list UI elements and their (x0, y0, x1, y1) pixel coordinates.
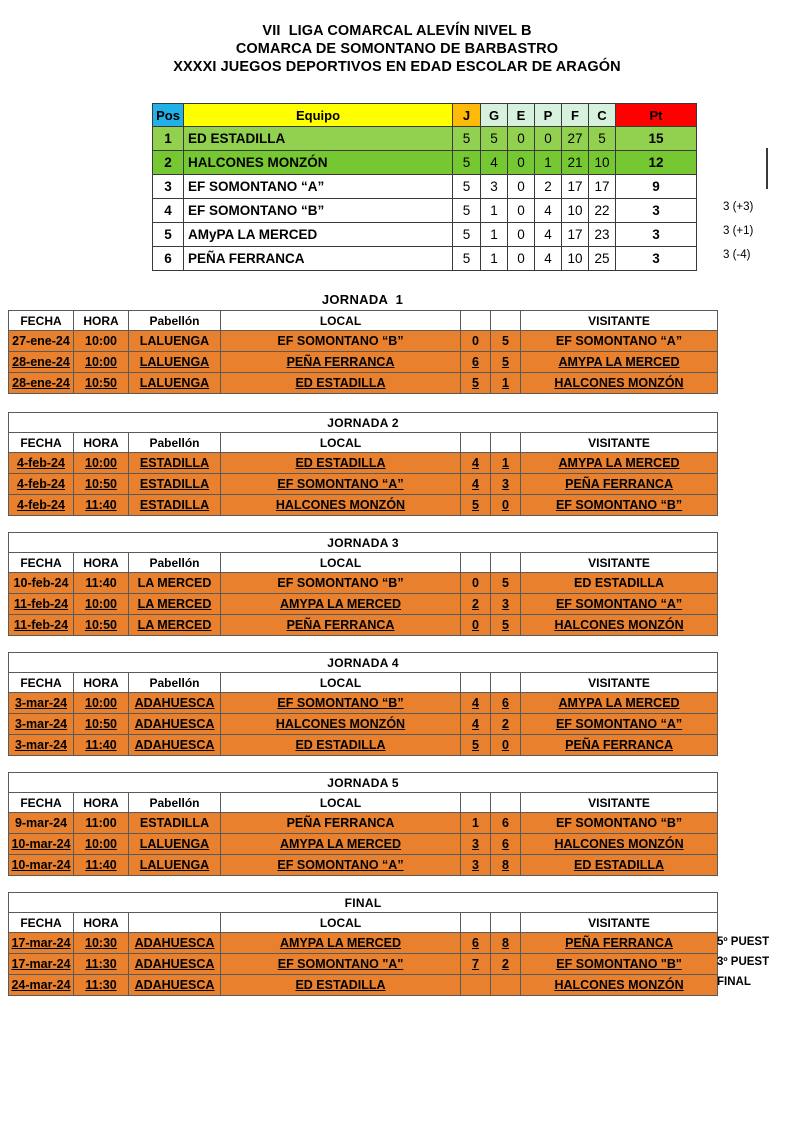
match-cell-hora: 11:30 (74, 975, 129, 996)
schedule-block (8, 292, 717, 411)
match-row (9, 834, 718, 855)
match-cell-fecha: 4-feb-24 (9, 474, 74, 495)
standings-tiebreak-note: 3 (+1) (723, 225, 754, 237)
match-cell-visitante: EF SOMONTANO “A” (521, 714, 718, 735)
standings-header-j: J (453, 104, 481, 127)
schedule-header-fecha: FECHA (9, 433, 74, 453)
match-cell-hora: 10:00 (74, 693, 129, 714)
match-cell-hora: 11:40 (74, 855, 129, 876)
schedule-header-score-home (461, 913, 491, 933)
standings-cell-team: ED ESTADILLA (184, 127, 453, 151)
schedule-header-score-away (491, 553, 521, 573)
schedule-header-pabellon: Pabellón (129, 433, 221, 453)
match-row (9, 855, 718, 876)
schedule-header-local: LOCAL (221, 673, 461, 693)
standings-header-c: C (589, 104, 616, 127)
standings-cell-pos: 6 (153, 247, 184, 271)
match-cell-fecha: 11-feb-24 (9, 615, 74, 636)
match-cell-fecha: 17-mar-24 (9, 933, 74, 954)
match-cell-gc: 5 (491, 331, 521, 352)
match-cell-hora: 10:00 (74, 453, 129, 474)
match-cell-pabellon: ESTADILLA (129, 453, 221, 474)
standings-cell-f: 21 (562, 151, 589, 175)
standings-cell-c: 5 (589, 127, 616, 151)
match-cell-local: HALCONES MONZÓN (221, 714, 461, 735)
match-cell-gc: 3 (491, 474, 521, 495)
standings-header-e: E (508, 104, 535, 127)
standings-cell-e: 0 (508, 175, 535, 199)
match-cell-pabellon: LALUENGA (129, 373, 221, 394)
jornada-title-row (9, 653, 718, 673)
standings-cell-c: 22 (589, 199, 616, 223)
standings-cell-c: 23 (589, 223, 616, 247)
match-cell-visitante: HALCONES MONZÓN (521, 373, 718, 394)
match-cell-gf: 6 (461, 352, 491, 373)
schedule-header-local: LOCAL (221, 553, 461, 573)
match-cell-fecha: 4-feb-24 (9, 453, 74, 474)
jornada-title: JORNADA 2 (9, 413, 718, 433)
match-cell-visitante: ED ESTADILLA (521, 855, 718, 876)
schedule-block (8, 772, 717, 873)
match-row (9, 594, 718, 615)
standings-cell-pos: 1 (153, 127, 184, 151)
standings-header-pos: Pos (153, 104, 184, 127)
schedule-header-hora: HORA (74, 673, 129, 693)
match-cell-fecha: 4-feb-24 (9, 495, 74, 516)
match-cell-local: AMYPA LA MERCED (221, 834, 461, 855)
standings-cell-p: 0 (535, 127, 562, 151)
match-row (9, 573, 718, 594)
match-cell-gc: 0 (491, 735, 521, 756)
match-cell-visitante: ED ESTADILLA (521, 573, 718, 594)
match-cell-visitante: AMYPA LA MERCED (521, 453, 718, 474)
schedule-header-score-away (491, 673, 521, 693)
schedule-header-row (9, 553, 718, 573)
match-cell-gc: 5 (491, 615, 521, 636)
schedule-header-pabellon: Pabellón (129, 311, 221, 331)
standings-header-p: P (535, 104, 562, 127)
schedule-header-row (9, 673, 718, 693)
standings-cell-pos: 3 (153, 175, 184, 199)
standings-cell-c: 10 (589, 151, 616, 175)
jornada-title-row (9, 773, 718, 793)
schedule-header-row (9, 311, 718, 331)
standings-row (153, 127, 697, 151)
match-cell-fecha: 10-mar-24 (9, 834, 74, 855)
standings-cell-pt: 15 (616, 127, 697, 151)
match-cell-visitante: AMYPA LA MERCED (521, 693, 718, 714)
match-cell-visitante: EF SOMONTANO “A” (521, 594, 718, 615)
standings-tiebreak-note: 3 (+3) (723, 201, 754, 213)
match-row (9, 474, 718, 495)
match-row (9, 714, 718, 735)
standings-cell-p: 4 (535, 199, 562, 223)
match-row (9, 495, 718, 516)
schedule-header-visitante: VISITANTE (521, 673, 718, 693)
standings-cell-e: 0 (508, 199, 535, 223)
match-cell-visitante: EF SOMONTANO “A” (521, 331, 718, 352)
match-cell-pabellon: ADAHUESCA (129, 735, 221, 756)
standings-cell-e: 0 (508, 247, 535, 271)
match-cell-gc: 6 (491, 834, 521, 855)
schedule-header-row (9, 433, 718, 453)
match-cell-gc: 5 (491, 573, 521, 594)
schedule-header-local: LOCAL (221, 913, 461, 933)
match-cell-gf: 7 (461, 954, 491, 975)
match-cell-local: ED ESTADILLA (221, 735, 461, 756)
standings-cell-pt: 3 (616, 223, 697, 247)
standings-cell-c: 25 (589, 247, 616, 271)
standings-cell-pt: 3 (616, 199, 697, 223)
schedule-header-visitante: VISITANTE (521, 553, 718, 573)
schedule-header-row (9, 793, 718, 813)
match-cell-gf: 4 (461, 453, 491, 474)
standings-cell-p: 4 (535, 223, 562, 247)
match-cell-gf: 0 (461, 615, 491, 636)
match-cell-fecha: 10-feb-24 (9, 573, 74, 594)
schedule-table (8, 532, 718, 636)
match-cell-local: EF SOMONTANO “B” (221, 331, 461, 352)
match-row (9, 735, 718, 756)
match-cell-gc: 6 (491, 693, 521, 714)
standings-cell-p: 4 (535, 247, 562, 271)
match-cell-hora: 11:40 (74, 573, 129, 594)
match-cell-hora: 10:00 (74, 834, 129, 855)
schedule-header-local: LOCAL (221, 433, 461, 453)
match-row (9, 954, 718, 975)
standings-cell-team: EF SOMONTANO “A” (184, 175, 453, 199)
match-cell-hora: 11:30 (74, 954, 129, 975)
standings-cell-pos: 4 (153, 199, 184, 223)
schedule-block (8, 532, 717, 633)
match-cell-local: PEÑA FERRANCA (221, 813, 461, 834)
match-row (9, 352, 718, 373)
standings-row (153, 151, 697, 175)
schedule-header-pabellon: Pabellón (129, 673, 221, 693)
match-cell-fecha: 17-mar-24 (9, 954, 74, 975)
match-cell-pabellon: ADAHUESCA (129, 975, 221, 996)
match-cell-gf: 3 (461, 855, 491, 876)
standings-cell-f: 10 (562, 247, 589, 271)
match-side-note: 3º PUEST (717, 956, 770, 968)
schedule-header-fecha: FECHA (9, 673, 74, 693)
match-cell-pabellon: LALUENGA (129, 352, 221, 373)
standings-cell-j: 5 (453, 247, 481, 271)
standings-row (153, 223, 697, 247)
schedule-header-local: LOCAL (221, 793, 461, 813)
match-cell-gc: 3 (491, 594, 521, 615)
standings-cell-e: 0 (508, 151, 535, 175)
match-cell-pabellon: ADAHUESCA (129, 954, 221, 975)
match-cell-gf (461, 975, 491, 996)
match-cell-gf: 3 (461, 834, 491, 855)
match-cell-local: ED ESTADILLA (221, 975, 461, 996)
match-cell-local: EF SOMONTANO “B” (221, 573, 461, 594)
standings-cell-g: 5 (481, 127, 508, 151)
schedule-header-pabellon (129, 913, 221, 933)
match-cell-fecha: 3-mar-24 (9, 735, 74, 756)
schedule-header-pabellon: Pabellón (129, 793, 221, 813)
match-cell-local: PEÑA FERRANCA (221, 615, 461, 636)
schedule-header-score-home (461, 673, 491, 693)
match-cell-pabellon: LA MERCED (129, 573, 221, 594)
match-row (9, 373, 718, 394)
schedule-header-fecha: FECHA (9, 793, 74, 813)
match-cell-gf: 0 (461, 331, 491, 352)
schedule-header-score-home (461, 793, 491, 813)
schedule-header-hora: HORA (74, 793, 129, 813)
schedule-header-visitante: VISITANTE (521, 311, 718, 331)
schedule-table (8, 892, 718, 996)
jornada-title-row (9, 893, 718, 913)
standings-cell-f: 27 (562, 127, 589, 151)
match-cell-pabellon: ADAHUESCA (129, 933, 221, 954)
match-cell-hora: 10:50 (74, 373, 129, 394)
match-cell-fecha: 9-mar-24 (9, 813, 74, 834)
match-cell-hora: 11:00 (74, 813, 129, 834)
standings-row (153, 199, 697, 223)
match-cell-local: ED ESTADILLA (221, 453, 461, 474)
standings-cell-g: 3 (481, 175, 508, 199)
schedule-block (8, 652, 717, 753)
schedule-block (8, 412, 717, 513)
document-title-block (0, 22, 794, 76)
match-cell-hora: 10:00 (74, 352, 129, 373)
schedule-header-local: LOCAL (221, 311, 461, 331)
standings-cell-p: 1 (535, 151, 562, 175)
match-cell-gf: 5 (461, 495, 491, 516)
schedule-header-hora: HORA (74, 433, 129, 453)
match-cell-local: EF SOMONTANO “B” (221, 693, 461, 714)
match-cell-gf: 4 (461, 714, 491, 735)
match-cell-gf: 4 (461, 693, 491, 714)
match-cell-gc (491, 975, 521, 996)
schedule-header-pabellon: Pabellón (129, 553, 221, 573)
match-cell-pabellon: LALUENGA (129, 834, 221, 855)
match-side-note: 5º PUEST (717, 936, 770, 948)
standings-cell-g: 4 (481, 151, 508, 175)
match-cell-pabellon: LALUENGA (129, 331, 221, 352)
match-cell-pabellon: ADAHUESCA (129, 693, 221, 714)
schedule-header-score-home (461, 553, 491, 573)
title-line-3: XXXXI JUEGOS DEPORTIVOS EN EDAD ESCOLAR DE ARAGÓN (173, 59, 621, 75)
match-cell-visitante: EF SOMONTANO "B" (521, 954, 718, 975)
jornada-title-row (9, 533, 718, 553)
standings-cell-pt: 12 (616, 151, 697, 175)
standings-cell-team: HALCONES MONZÓN (184, 151, 453, 175)
match-cell-visitante: HALCONES MONZÓN (521, 834, 718, 855)
standings-cell-pt: 9 (616, 175, 697, 199)
standings-cell-e: 0 (508, 223, 535, 247)
match-row (9, 615, 718, 636)
schedule-header-score-away (491, 311, 521, 331)
match-cell-visitante: PEÑA FERRANCA (521, 933, 718, 954)
match-cell-gc: 8 (491, 855, 521, 876)
match-cell-hora: 10:50 (74, 714, 129, 735)
schedule-header-score-away (491, 433, 521, 453)
standings-cell-pt: 3 (616, 247, 697, 271)
schedule-header-score-home (461, 311, 491, 331)
match-cell-hora: 10:50 (74, 474, 129, 495)
standings-header-team: Equipo (184, 104, 453, 127)
standings-cell-j: 5 (453, 199, 481, 223)
jornada-title-row (9, 413, 718, 433)
match-cell-pabellon: ESTADILLA (129, 474, 221, 495)
schedule-header-fecha: FECHA (9, 913, 74, 933)
match-cell-fecha: 10-mar-24 (9, 855, 74, 876)
standings-tiebreak-bracket-line (766, 148, 768, 189)
match-row (9, 813, 718, 834)
standings-cell-j: 5 (453, 223, 481, 247)
match-cell-fecha: 28-ene-24 (9, 352, 74, 373)
match-cell-gc: 2 (491, 954, 521, 975)
standings-cell-pos: 5 (153, 223, 184, 247)
match-cell-visitante: PEÑA FERRANCA (521, 474, 718, 495)
match-cell-pabellon: LA MERCED (129, 615, 221, 636)
match-cell-fecha: 24-mar-24 (9, 975, 74, 996)
jornada-title: JORNADA 5 (9, 773, 718, 793)
schedule-header-fecha: FECHA (9, 553, 74, 573)
match-row (9, 331, 718, 352)
schedule-header-hora: HORA (74, 553, 129, 573)
jornada-title: JORNADA 3 (9, 533, 718, 553)
match-cell-gc: 8 (491, 933, 521, 954)
schedule-block (8, 892, 717, 993)
standings-header-pt: Pt (616, 104, 697, 127)
standings-cell-p: 2 (535, 175, 562, 199)
match-cell-gc: 1 (491, 453, 521, 474)
schedule-header-score-away (491, 913, 521, 933)
match-cell-gc: 1 (491, 373, 521, 394)
schedule-table (8, 652, 718, 756)
schedule-header-score-home (461, 433, 491, 453)
match-cell-hora: 11:40 (74, 735, 129, 756)
standings-header-g: G (481, 104, 508, 127)
standings-row (153, 175, 697, 199)
standings-tiebreak-note: 3 (-4) (723, 249, 751, 261)
match-cell-pabellon: ADAHUESCA (129, 714, 221, 735)
standings-table (152, 103, 697, 271)
match-row (9, 975, 718, 996)
match-cell-gc: 5 (491, 352, 521, 373)
standings-row (153, 247, 697, 271)
match-cell-hora: 10:50 (74, 615, 129, 636)
match-cell-local: AMYPA LA MERCED (221, 594, 461, 615)
match-cell-gf: 4 (461, 474, 491, 495)
match-cell-pabellon: LALUENGA (129, 855, 221, 876)
match-cell-pabellon: ESTADILLA (129, 813, 221, 834)
jornada-title: JORNADA 4 (9, 653, 718, 673)
match-cell-visitante: AMYPA LA MERCED (521, 352, 718, 373)
standings-cell-g: 1 (481, 247, 508, 271)
standings-cell-e: 0 (508, 127, 535, 151)
match-cell-fecha: 3-mar-24 (9, 693, 74, 714)
match-cell-gf: 1 (461, 813, 491, 834)
standings-header-row (153, 104, 697, 127)
title-line-1: VII LIGA COMARCAL ALEVÍN NIVEL B (262, 23, 532, 39)
match-row (9, 693, 718, 714)
match-row (9, 933, 718, 954)
match-cell-gf: 5 (461, 373, 491, 394)
standings-cell-f: 17 (562, 223, 589, 247)
jornada-title: FINAL (9, 893, 718, 913)
match-cell-gc: 6 (491, 813, 521, 834)
schedule-table (8, 772, 718, 876)
schedule-header-hora: HORA (74, 913, 129, 933)
schedule-header-visitante: VISITANTE (521, 433, 718, 453)
match-cell-visitante: EF SOMONTANO “B” (521, 495, 718, 516)
match-cell-pabellon: ESTADILLA (129, 495, 221, 516)
standings-cell-j: 5 (453, 127, 481, 151)
standings-cell-team: EF SOMONTANO “B” (184, 199, 453, 223)
match-cell-gf: 0 (461, 573, 491, 594)
schedule-header-visitante: VISITANTE (521, 913, 718, 933)
match-cell-hora: 10:30 (74, 933, 129, 954)
match-cell-visitante: EF SOMONTANO “B” (521, 813, 718, 834)
schedule-table (8, 310, 718, 394)
match-cell-hora: 10:00 (74, 594, 129, 615)
schedule-header-fecha: FECHA (9, 311, 74, 331)
schedule-header-row (9, 913, 718, 933)
match-cell-fecha: 27-ene-24 (9, 331, 74, 352)
standings-cell-pos: 2 (153, 151, 184, 175)
match-cell-hora: 10:00 (74, 331, 129, 352)
match-cell-visitante: HALCONES MONZÓN (521, 615, 718, 636)
standings-cell-team: AMyPA LA MERCED (184, 223, 453, 247)
standings-cell-f: 10 (562, 199, 589, 223)
standings-cell-f: 17 (562, 175, 589, 199)
match-row (9, 453, 718, 474)
schedule-table (8, 412, 718, 516)
match-cell-visitante: HALCONES MONZÓN (521, 975, 718, 996)
match-cell-gf: 6 (461, 933, 491, 954)
match-side-note: FINAL (717, 976, 751, 988)
schedule-header-score-away (491, 793, 521, 813)
match-cell-pabellon: LA MERCED (129, 594, 221, 615)
standings-cell-team: PEÑA FERRANCA (184, 247, 453, 271)
standings-cell-g: 1 (481, 223, 508, 247)
match-cell-fecha: 11-feb-24 (9, 594, 74, 615)
standings-cell-c: 17 (589, 175, 616, 199)
match-cell-fecha: 3-mar-24 (9, 714, 74, 735)
match-cell-local: HALCONES MONZÓN (221, 495, 461, 516)
match-cell-local: EF SOMONTANO "A" (221, 954, 461, 975)
standings-cell-j: 5 (453, 151, 481, 175)
standings-cell-g: 1 (481, 199, 508, 223)
match-cell-local: AMYPA LA MERCED (221, 933, 461, 954)
match-cell-local: EF SOMONTANO “A” (221, 855, 461, 876)
standings-cell-j: 5 (453, 175, 481, 199)
match-cell-gc: 2 (491, 714, 521, 735)
schedule-header-hora: HORA (74, 311, 129, 331)
jornada-title: JORNADA 1 (321, 292, 404, 307)
match-cell-visitante: PEÑA FERRANCA (521, 735, 718, 756)
match-cell-fecha: 28-ene-24 (9, 373, 74, 394)
match-cell-gc: 0 (491, 495, 521, 516)
match-cell-local: PEÑA FERRANCA (221, 352, 461, 373)
match-cell-gf: 5 (461, 735, 491, 756)
schedule-header-visitante: VISITANTE (521, 793, 718, 813)
match-cell-local: ED ESTADILLA (221, 373, 461, 394)
standings-header-f: F (562, 104, 589, 127)
match-cell-local: EF SOMONTANO “A” (221, 474, 461, 495)
title-line-2: COMARCA DE SOMONTANO DE BARBASTRO (235, 41, 559, 57)
match-cell-hora: 11:40 (74, 495, 129, 516)
match-cell-gf: 2 (461, 594, 491, 615)
